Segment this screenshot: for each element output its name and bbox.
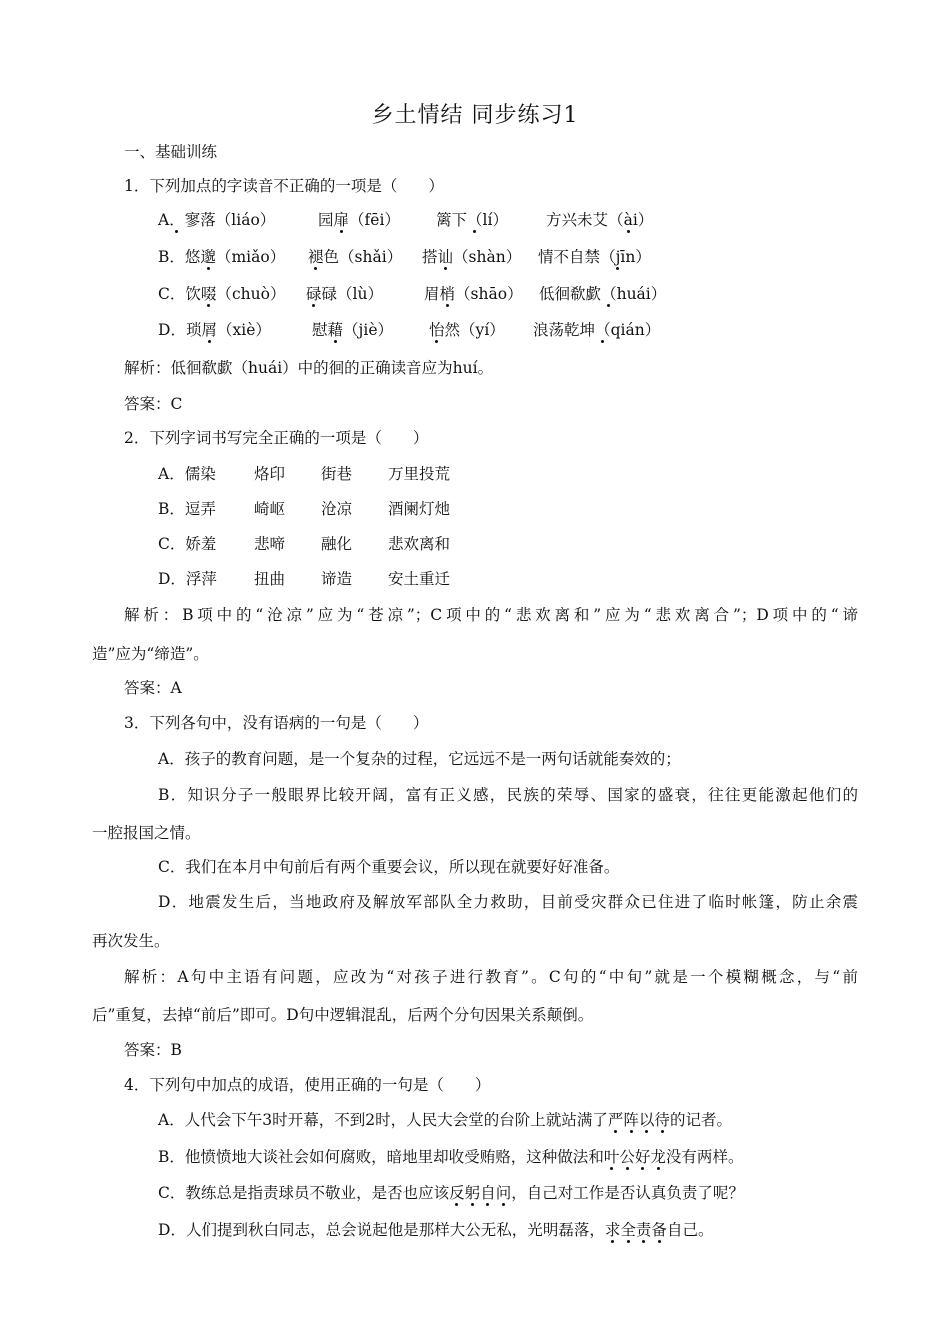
q4-option-c: C．教练总是指责球员不敬业，是否也应该反躬自问，自己对工作是否认真负责了呢？	[158, 1184, 744, 1202]
q1-option-d	[158, 320, 660, 340]
q2-a-word1: A．儒染	[158, 465, 216, 483]
q1-option-c	[158, 284, 666, 304]
q1-analysis: 解析：低徊欷歔（huái）中的徊的正确读音应为huí。	[124, 359, 494, 377]
q2-b-word1: B．逗弄	[158, 500, 216, 518]
q1-c-word3: 眉梢（shāo）	[424, 285, 523, 303]
q2-d-word2: 扭曲	[254, 570, 286, 588]
q2-a-word4: 万里投荒	[388, 465, 451, 483]
q3-analysis-line1: 解析：A句中主语有问题，应改为“对孩子进行教育”。C句的“中旬”就是一个模糊概念，与“前	[124, 968, 858, 986]
q1-b-word3: 搭讪（shàn）	[422, 248, 522, 266]
q1-a-word4: 方兴未艾（ài）	[546, 211, 654, 229]
q4-option-d: D．人们提到秋白同志，总会说起他是那样大公无私，光明磊落，求全责备自己。	[158, 1221, 714, 1239]
q2-option-c	[158, 534, 450, 554]
q2-d-word4: 安土重迁	[388, 570, 451, 588]
q1-answer: 答案：C	[124, 395, 183, 413]
q1-b-word2: 褪色（shǎi）	[308, 248, 403, 266]
q2-option-a	[158, 464, 450, 484]
q3-answer: 答案：B	[124, 1041, 182, 1059]
q3-option-b-line1: B．知识分子一般眼界比较开阔，富有正义感，民族的荣辱、国家的盛衰，往往更能激起他们的	[158, 786, 858, 804]
q1-b-word4: 情不自禁（jīn）	[538, 248, 651, 266]
q1-d-word1: D．琐屑（xiè）	[158, 321, 271, 339]
q3-option-d-line2: 再次发生。	[92, 932, 170, 950]
q2-c-word2: 悲啼	[254, 535, 286, 553]
q2-b-word3: 沧凉	[321, 500, 353, 518]
q3-option-b-line2: 一腔报国之情。	[92, 824, 201, 842]
q1-stem: 1．下列加点的字读音不正确的一项是（ ）	[124, 177, 444, 195]
q2-a-word2: 烙印	[254, 465, 286, 483]
q2-option-b	[158, 499, 450, 519]
q2-c-word4: 悲欢离和	[388, 535, 451, 553]
q1-d-word4: 浪荡乾坤（qián）	[533, 321, 661, 339]
q4-option-b: B．他愤愤地大谈社会如何腐败，暗地里却收受贿赂，这种做法和叶公好龙没有两样。	[158, 1148, 744, 1166]
q1-d-word2: 慰藉（jiè）	[312, 321, 394, 339]
q2-analysis-line1: 解析：B项中的“沧凉”应为“苍凉”；C项中的“悲欢离和”应为“悲欢离合”；D项中的“谛	[124, 606, 858, 624]
q2-analysis-line2: 造”应为“缔造”。	[92, 645, 209, 663]
q2-answer: 答案：A	[124, 679, 182, 697]
q1-d-word3: 怡然（yí）	[429, 321, 505, 339]
q1-option-a	[158, 210, 653, 230]
q1-a-word3: 篱下（lí）	[436, 211, 508, 229]
q3-analysis-line2: 后”重复，去掉“前后”即可。D句中逻辑混乱，后两个分句因果关系颠倒。	[92, 1006, 594, 1024]
q1-c-word1: C．饮啜（chuò）	[158, 285, 286, 303]
q2-c-word1: C．娇羞	[158, 535, 217, 553]
document-title: 乡土情结 同步练习1	[371, 103, 579, 128]
q2-stem: 2．下列字词书写完全正确的一项是（ ）	[124, 429, 429, 447]
q2-c-word3: 融化	[321, 535, 353, 553]
q2-b-word2: 崎岖	[254, 500, 286, 518]
q1-a-word2: 园扉（fēi）	[318, 211, 400, 229]
q1-c-word4: 低徊欷歔（huái）	[539, 285, 667, 303]
q2-a-word3: 街巷	[321, 465, 353, 483]
q1-option-b	[158, 247, 651, 267]
q4-option-a: A．人代会下午3时开幕，不到2时，人民大会堂的台阶上就站满了严阵以待的记者。	[158, 1111, 732, 1129]
q2-option-d	[158, 569, 450, 589]
q1-c-word2: 碌碌（lù）	[306, 285, 384, 303]
section-heading: 一、基础训练	[124, 143, 218, 161]
q1-a-word1: A．寥落（liáo）	[158, 211, 276, 229]
q2-b-word4: 酒阑灯灺	[388, 500, 451, 518]
q1-b-word1: B．悠邈（miǎo）	[158, 248, 286, 266]
q2-d-word3: 谛造	[321, 570, 353, 588]
q3-option-a: A．孩子的教育问题，是一个复杂的过程，它远远不是一两句话就能奏效的；	[158, 750, 681, 768]
q3-stem: 3．下列各句中，没有语病的一句是（ ）	[124, 714, 429, 732]
q4-stem: 4．下列句中加点的成语，使用正确的一句是（ ）	[124, 1076, 491, 1094]
q2-d-word1: D．浮萍	[158, 570, 217, 588]
q3-option-c: C．我们在本月中旬前后有两个重要会议，所以现在就要好好准备。	[158, 858, 620, 876]
q3-option-d-line1: D．地震发生后，当地政府及解放军部队全力救助，目前受灾群众已住进了临时帐篷，防止余震	[158, 893, 858, 911]
